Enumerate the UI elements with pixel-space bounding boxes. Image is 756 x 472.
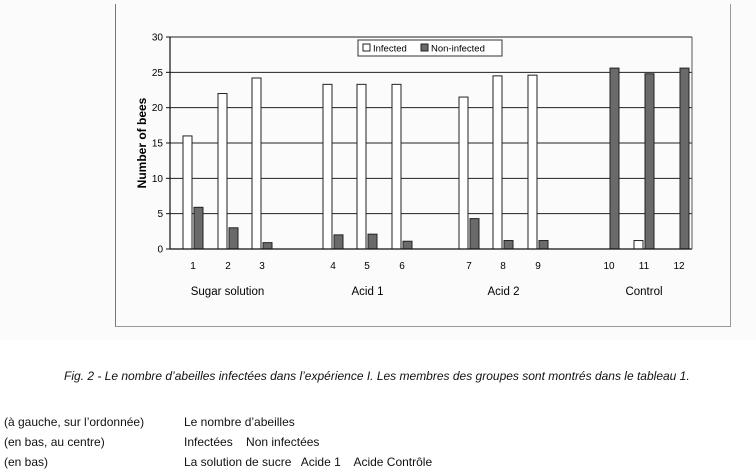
y-tick-label: 0 [157,244,163,256]
group-labels [191,286,663,298]
bar-non-infected [504,241,513,249]
bar-non-infected [229,228,238,249]
note-position: (à gauche, sur l’ordonnée) [4,415,145,429]
group-label: Acid 2 [487,286,520,298]
y-tick-label: 5 [157,209,163,221]
x-tick-label: 9 [535,261,541,272]
bar-infected [357,84,366,249]
bar-infected [252,78,261,249]
x-tick-label: 4 [330,261,336,272]
translation-notes [4,412,432,472]
bar-non-infected [610,68,619,249]
x-tick-label: 6 [399,261,405,272]
bar-infected [459,97,468,249]
x-tick-label: 8 [500,261,506,272]
bar-non-infected [539,241,548,249]
bars [183,68,689,249]
bar-infected [528,75,537,249]
bar-non-infected [263,243,272,249]
y-tick-label: 25 [151,67,163,79]
bar-non-infected [334,235,343,249]
x-tick-label: 2 [225,261,231,272]
figure-caption: Fig. 2 - Le nombre d’abeilles infectées dans l’expérience I. Les membres des groupes sont montrés dans le tableau 1. [64,369,690,383]
x-tick-label: 7 [466,261,472,272]
x-tick-labels [190,261,685,272]
y-tick-label: 30 [151,32,163,44]
x-tick-label: 3 [259,261,265,272]
note-row [4,452,432,472]
bar-non-infected [680,68,689,249]
y-axis-label: Number of bees [135,97,149,189]
legend-label-non-infected: Non-infected [431,43,485,55]
legend-label-infected: Infected [373,43,407,55]
y-tick-label: 10 [151,173,163,185]
note-position: (en bas) [4,455,49,469]
x-tick-label: 5 [364,261,370,272]
bar-infected [323,84,332,249]
bar-non-infected [470,219,479,249]
x-tick-label: 1 [190,261,196,272]
x-tick-label: 10 [603,261,615,272]
group-label: Acid 1 [351,286,384,298]
y-tick-labels [152,33,164,256]
note-row [4,412,432,432]
legend [358,40,502,56]
x-tick-label: 12 [673,261,685,272]
bar-non-infected [368,234,377,249]
note-position: (en bas, au centre) [4,435,105,449]
bar-non-infected [403,241,412,249]
note-row [4,432,432,452]
bar-infected [493,76,502,249]
bar-infected [634,241,643,249]
bar-infected [218,94,227,249]
note-text: Infectées Non infectées [184,435,320,449]
note-text: La solution de sucre Acide 1 Acide Contrôle [184,455,433,469]
bar-infected [183,136,192,249]
y-tick-label: 20 [151,103,163,115]
bar-non-infected [645,74,654,249]
legend-swatch-infected [363,44,370,51]
y-tick-label: 15 [151,138,163,150]
group-label: Sugar solution [190,286,265,298]
bar-non-infected [194,207,203,249]
legend-swatch-non-infected [421,44,428,51]
note-text: Le nombre d’abeilles [184,415,295,429]
group-label: Control [625,286,663,298]
x-tick-label: 11 [638,261,650,272]
bar-infected [392,84,401,249]
